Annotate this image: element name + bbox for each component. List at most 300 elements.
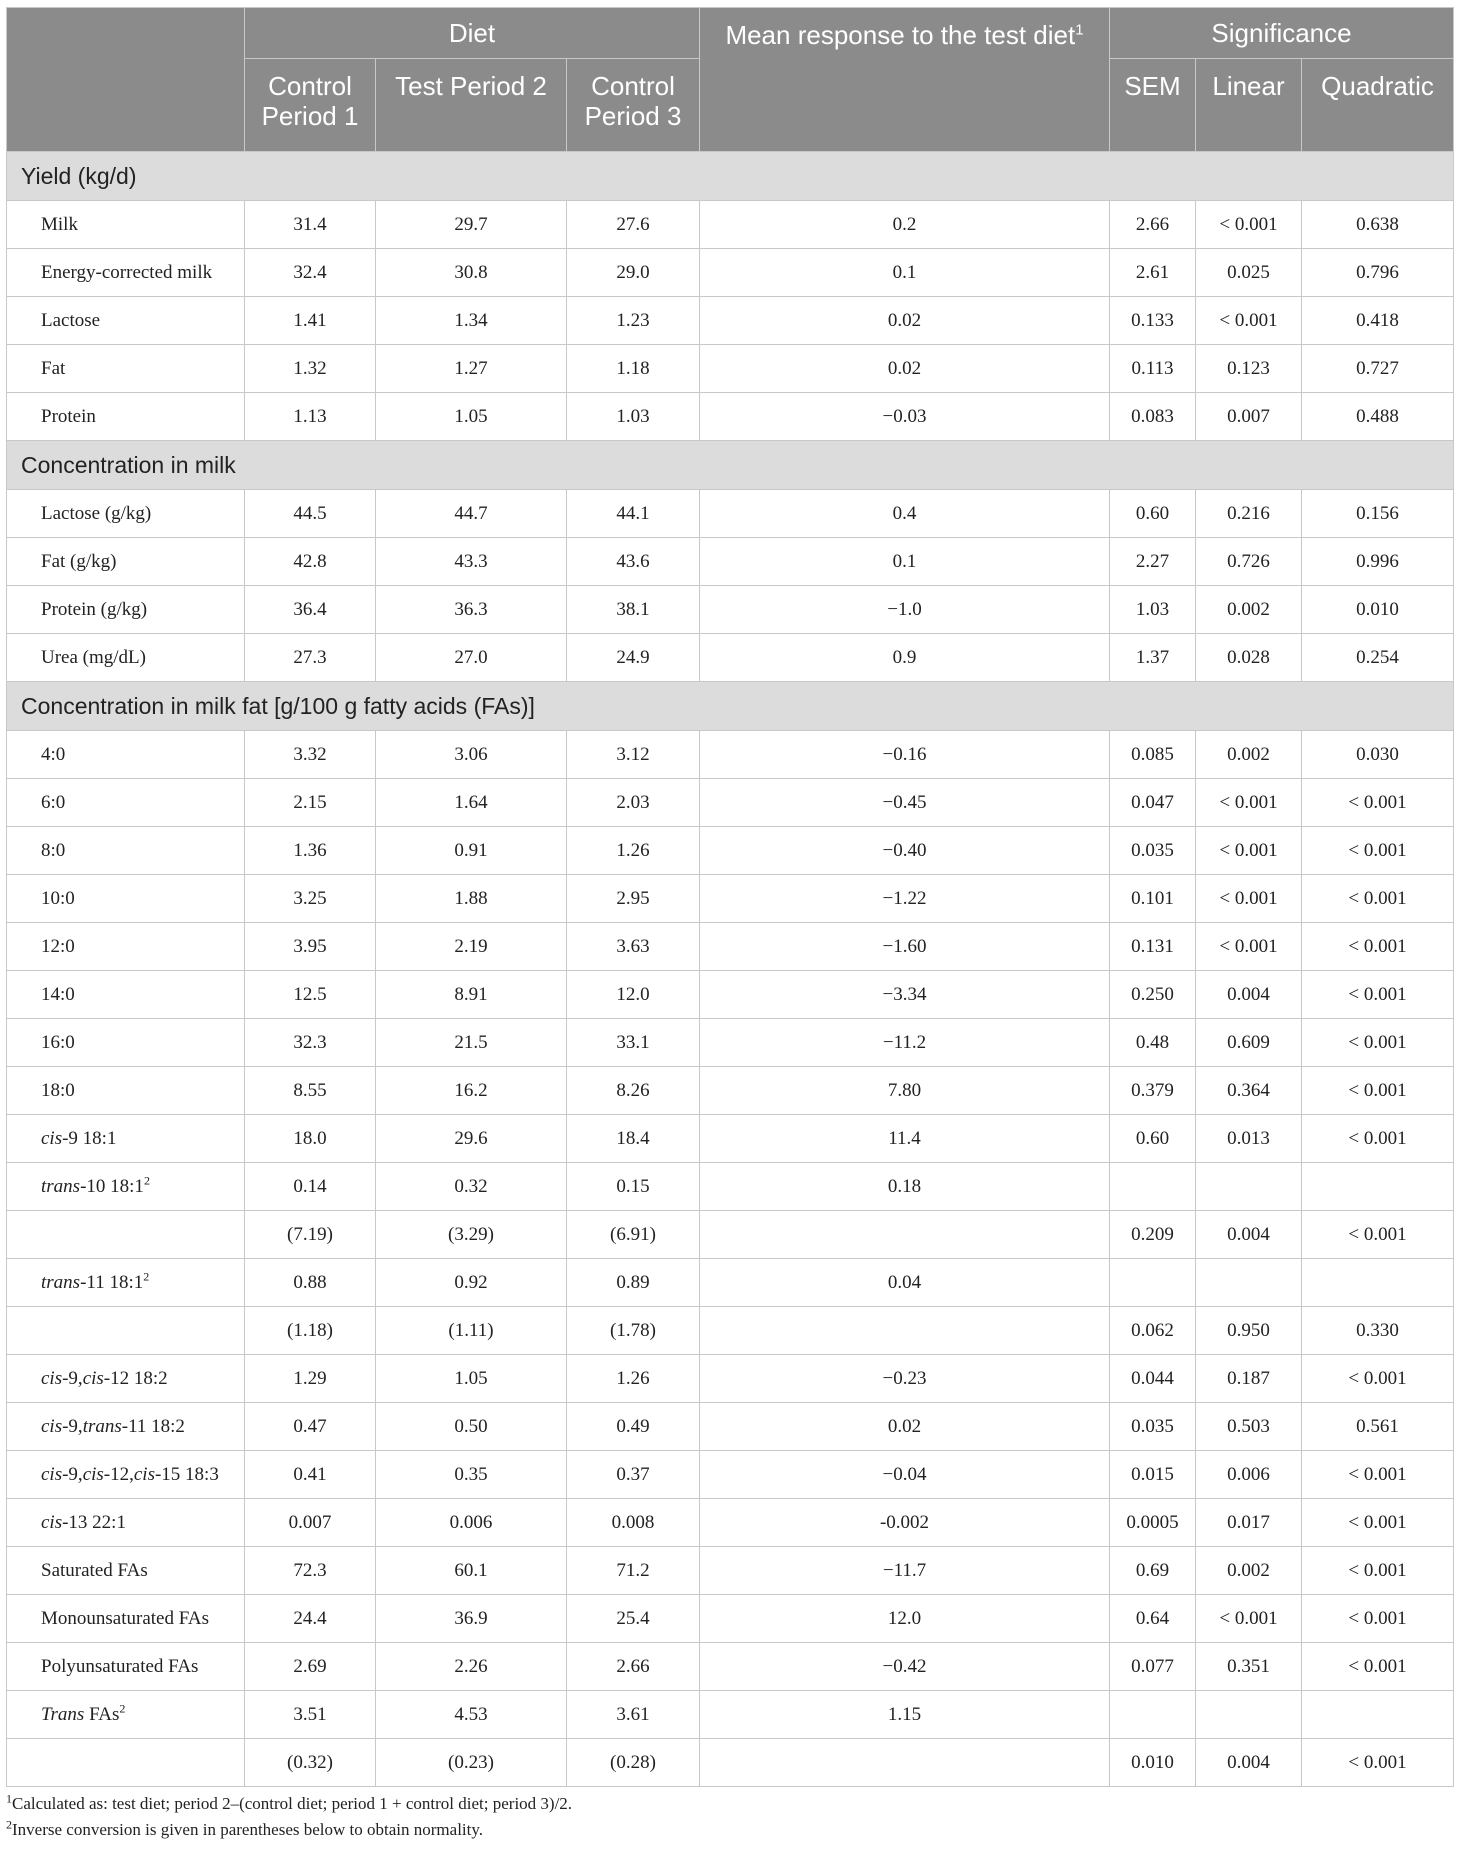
control-period-3-cell: 0.15 [567,1163,700,1211]
table-row [7,1739,1454,1787]
control-period-3-cell: 43.6 [567,538,700,586]
mean-response-cell: −0.23 [700,1355,1110,1403]
mean-response-cell: 7.80 [700,1067,1110,1115]
row-label [7,1499,245,1547]
control-period-3-cell: (6.91) [567,1211,700,1259]
sem-cell: 0.48 [1110,1019,1196,1067]
table-row [7,1595,1454,1643]
row-label-part: -9, [62,1463,83,1485]
row-label [7,1115,245,1163]
mean-response-cell [700,1739,1110,1787]
sem-cell: 0.015 [1110,1451,1196,1499]
control-period-1-cell: 31.4 [245,201,376,249]
sem-cell: 0.0005 [1110,1499,1196,1547]
mean-response-cell: 0.02 [700,345,1110,393]
quadratic-cell [1302,1691,1454,1739]
row-label [7,1451,245,1499]
row-label: Polyunsaturated FAs [7,1643,245,1691]
quadratic-cell: < 0.001 [1302,1739,1454,1787]
control-period-3-cell: 27.6 [567,201,700,249]
control-period-3-cell: 3.63 [567,923,700,971]
sem-cell: 0.250 [1110,971,1196,1019]
control-period-3-cell: 1.18 [567,345,700,393]
test-period-2-cell: 3.06 [376,731,567,779]
row-label-italic: cis [41,1127,63,1149]
control-period-3-cell: 1.26 [567,1355,700,1403]
control-period-1-cell: 1.13 [245,393,376,441]
control-period-3-cell: 2.95 [567,875,700,923]
mean-response-cell: 0.04 [700,1259,1110,1307]
linear-cell: 0.007 [1196,393,1302,441]
linear-cell: 0.004 [1196,1211,1302,1259]
mean-response-cell: −0.45 [700,779,1110,827]
quadratic-cell [1302,1163,1454,1211]
row-label: Fat (g/kg) [7,538,245,586]
linear-cell: 0.002 [1196,586,1302,634]
test-period-2-cell: 1.88 [376,875,567,923]
sem-cell: 0.083 [1110,393,1196,441]
control-period-1-cell: 3.25 [245,875,376,923]
quadratic-cell: 0.638 [1302,201,1454,249]
test-period-2-cell: 0.35 [376,1451,567,1499]
control-period-3-cell: (1.78) [567,1307,700,1355]
control-period-1-cell: 1.29 [245,1355,376,1403]
quadratic-cell: 0.418 [1302,297,1454,345]
quadratic-cell [1302,1259,1454,1307]
linear-cell: 0.609 [1196,1019,1302,1067]
control-period-1-cell: (7.19) [245,1211,376,1259]
row-label: Saturated FAs [7,1547,245,1595]
linear-cell: < 0.001 [1196,827,1302,875]
test-period-2-cell: (1.11) [376,1307,567,1355]
control-period-3-cell: 3.61 [567,1691,700,1739]
test-period-2-cell: 1.34 [376,297,567,345]
mean-response-cell: −1.22 [700,875,1110,923]
control-period-1-cell: 32.3 [245,1019,376,1067]
mean-response-cell: 11.4 [700,1115,1110,1163]
mean-response-cell [700,1307,1110,1355]
linear-cell: < 0.001 [1196,923,1302,971]
header-significance: Significance [1110,8,1454,59]
row-label-rest: -9 18:1 [62,1127,117,1149]
linear-cell: 0.013 [1196,1115,1302,1163]
mean-response-cell: 0.02 [700,297,1110,345]
sem-cell: 0.101 [1110,875,1196,923]
row-label-rest: FAs [84,1703,120,1725]
section-title: Yield (kg/d) [7,152,1454,201]
table-row [7,1355,1454,1403]
sem-cell [1110,1259,1196,1307]
table-row [7,1067,1454,1115]
row-label: Lactose [7,297,245,345]
test-period-2-cell: 0.91 [376,827,567,875]
quadratic-cell: < 0.001 [1302,1067,1454,1115]
control-period-3-cell: 2.03 [567,779,700,827]
quadratic-cell: < 0.001 [1302,923,1454,971]
linear-cell: 0.503 [1196,1403,1302,1451]
control-period-3-cell: 0.008 [567,1499,700,1547]
linear-cell: < 0.001 [1196,1595,1302,1643]
header-test-period-2: Test Period 2 [376,59,567,152]
mean-response-cell: −1.60 [700,923,1110,971]
test-period-2-cell: 1.64 [376,779,567,827]
control-period-1-cell: 36.4 [245,586,376,634]
test-period-2-cell: (0.23) [376,1739,567,1787]
linear-cell: < 0.001 [1196,297,1302,345]
control-period-1-cell: 3.51 [245,1691,376,1739]
header-control-period-3: Control Period 3 [567,59,700,152]
linear-cell: 0.187 [1196,1355,1302,1403]
footnote-ref: 2 [143,1269,150,1284]
row-label [7,1211,245,1259]
mean-response-cell: 0.2 [700,201,1110,249]
sem-cell: 0.062 [1110,1307,1196,1355]
sem-cell: 0.085 [1110,731,1196,779]
table-body [7,152,1454,1787]
control-period-1-cell: 44.5 [245,490,376,538]
linear-cell: 0.726 [1196,538,1302,586]
test-period-2-cell: 30.8 [376,249,567,297]
table-row [7,923,1454,971]
control-period-1-cell: 0.47 [245,1403,376,1451]
test-period-2-cell: 1.05 [376,393,567,441]
linear-cell [1196,1163,1302,1211]
row-label: Urea (mg/dL) [7,634,245,682]
control-period-3-cell: 2.66 [567,1643,700,1691]
sem-cell: 0.209 [1110,1211,1196,1259]
row-label: 10:0 [7,875,245,923]
sem-cell: 0.60 [1110,1115,1196,1163]
sem-cell [1110,1163,1196,1211]
mean-response-cell: −1.0 [700,586,1110,634]
sem-cell: 0.035 [1110,827,1196,875]
row-label: 16:0 [7,1019,245,1067]
quadratic-cell: 0.488 [1302,393,1454,441]
test-period-2-cell: 0.50 [376,1403,567,1451]
control-period-1-cell: 2.15 [245,779,376,827]
table-row [7,345,1454,393]
linear-cell: 0.017 [1196,1499,1302,1547]
control-period-3-cell: 1.26 [567,827,700,875]
linear-cell: 0.351 [1196,1643,1302,1691]
header-sem: SEM [1110,59,1196,152]
linear-cell: 0.364 [1196,1067,1302,1115]
control-period-1-cell: 1.36 [245,827,376,875]
linear-cell: 0.006 [1196,1451,1302,1499]
quadratic-cell: < 0.001 [1302,1355,1454,1403]
test-period-2-cell: 1.27 [376,345,567,393]
quadratic-cell: 0.156 [1302,490,1454,538]
test-period-2-cell: (3.29) [376,1211,567,1259]
section-header-row [7,441,1454,490]
sem-cell: 0.64 [1110,1595,1196,1643]
row-label [7,1355,245,1403]
test-period-2-cell: 2.26 [376,1643,567,1691]
sem-cell: 1.03 [1110,586,1196,634]
row-label-part: -12 18:2 [103,1367,168,1389]
table-row [7,634,1454,682]
linear-cell: 0.004 [1196,1739,1302,1787]
row-label: Protein [7,393,245,441]
test-period-2-cell: 44.7 [376,490,567,538]
row-label-part: cis [133,1463,155,1485]
footnote-ref: 2 [119,1701,126,1716]
test-period-2-cell: 2.19 [376,923,567,971]
section-header-row [7,152,1454,201]
control-period-1-cell: 1.41 [245,297,376,345]
control-period-3-cell: 12.0 [567,971,700,1019]
control-period-3-cell: 0.89 [567,1259,700,1307]
quadratic-cell: < 0.001 [1302,1595,1454,1643]
control-period-1-cell: 0.88 [245,1259,376,1307]
table-row [7,249,1454,297]
quadratic-cell: < 0.001 [1302,1643,1454,1691]
row-label: Fat [7,345,245,393]
table-container [6,7,1453,1843]
quadratic-cell: 0.254 [1302,634,1454,682]
test-period-2-cell: 21.5 [376,1019,567,1067]
row-label: Milk [7,201,245,249]
linear-cell: < 0.001 [1196,201,1302,249]
row-label [7,1691,245,1739]
test-period-2-cell: 8.91 [376,971,567,1019]
section-header-row [7,682,1454,731]
row-label [7,1403,245,1451]
footnote-ref: 2 [143,1173,150,1188]
sem-cell: 0.077 [1110,1643,1196,1691]
sem-cell: 0.010 [1110,1739,1196,1787]
test-period-2-cell: 29.6 [376,1115,567,1163]
row-label-italic: trans [41,1271,81,1293]
quadratic-cell: 0.996 [1302,538,1454,586]
row-label-part: -12, [103,1463,134,1485]
control-period-1-cell: 0.41 [245,1451,376,1499]
row-label [7,1307,245,1355]
table-row [7,201,1454,249]
quadratic-cell: 0.561 [1302,1403,1454,1451]
mean-response-cell: −11.7 [700,1547,1110,1595]
table-row [7,731,1454,779]
section-title: Concentration in milk fat [g/100 g fatty acids (FAs)] [7,682,1454,731]
table-row [7,1691,1454,1739]
test-period-2-cell: 60.1 [376,1547,567,1595]
mean-response-cell: 0.02 [700,1403,1110,1451]
quadratic-cell: 0.030 [1302,731,1454,779]
control-period-3-cell: (0.28) [567,1739,700,1787]
mean-response-cell: 0.1 [700,249,1110,297]
control-period-1-cell: 42.8 [245,538,376,586]
table-row [7,538,1454,586]
quadratic-cell: < 0.001 [1302,971,1454,1019]
control-period-3-cell: 0.37 [567,1451,700,1499]
test-period-2-cell: 36.3 [376,586,567,634]
row-label: 6:0 [7,779,245,827]
linear-cell: < 0.001 [1196,875,1302,923]
quadratic-cell: < 0.001 [1302,1451,1454,1499]
table-row [7,1451,1454,1499]
mean-response-cell: -0.002 [700,1499,1110,1547]
quadratic-cell: < 0.001 [1302,779,1454,827]
linear-cell: 0.025 [1196,249,1302,297]
mean-response-cell: 1.15 [700,1691,1110,1739]
table-row [7,297,1454,345]
sem-cell: 2.61 [1110,249,1196,297]
mean-response-cell: −0.40 [700,827,1110,875]
row-label [7,1259,245,1307]
control-period-3-cell: 38.1 [567,586,700,634]
test-period-2-cell: 27.0 [376,634,567,682]
table-row [7,490,1454,538]
table-row [7,827,1454,875]
mean-response-cell: −11.2 [700,1019,1110,1067]
linear-cell [1196,1691,1302,1739]
table-row [7,1163,1454,1211]
linear-cell: 0.002 [1196,731,1302,779]
table-row [7,1307,1454,1355]
control-period-1-cell: 3.95 [245,923,376,971]
control-period-3-cell: 29.0 [567,249,700,297]
header-linear: Linear [1196,59,1302,152]
control-period-3-cell: 1.23 [567,297,700,345]
control-period-1-cell: 12.5 [245,971,376,1019]
test-period-2-cell: 0.92 [376,1259,567,1307]
mean-response-cell: 0.9 [700,634,1110,682]
header-control-period-1: Control Period 1 [245,59,376,152]
sem-cell: 2.27 [1110,538,1196,586]
sem-cell: 0.69 [1110,1547,1196,1595]
row-label: Lactose (g/kg) [7,490,245,538]
row-label-part: trans [82,1415,122,1437]
sem-cell: 0.044 [1110,1355,1196,1403]
table-row [7,393,1454,441]
linear-cell: 0.028 [1196,634,1302,682]
quadratic-cell: < 0.001 [1302,827,1454,875]
table-row [7,971,1454,1019]
test-period-2-cell: 0.32 [376,1163,567,1211]
row-label: 18:0 [7,1067,245,1115]
row-label-rest: -10 18:1 [80,1175,144,1197]
table-row [7,1259,1454,1307]
row-label-part: cis [41,1367,63,1389]
sem-cell: 0.047 [1110,779,1196,827]
table-row [7,1547,1454,1595]
test-period-2-cell: 36.9 [376,1595,567,1643]
quadratic-cell: < 0.001 [1302,1019,1454,1067]
table-row [7,1403,1454,1451]
test-period-2-cell: 16.2 [376,1067,567,1115]
mean-response-cell: −0.04 [700,1451,1110,1499]
control-period-3-cell: 71.2 [567,1547,700,1595]
footnote-2: $^2$Inverse conversion is given in parentheses below to obtain normality. [6,1817,484,1839]
control-period-1-cell: 27.3 [245,634,376,682]
table-row [7,1499,1454,1547]
control-period-3-cell: 25.4 [567,1595,700,1643]
quadratic-cell: < 0.001 [1302,1547,1454,1595]
row-label: Protein (g/kg) [7,586,245,634]
control-period-1-cell: 2.69 [245,1643,376,1691]
linear-cell: 0.123 [1196,345,1302,393]
sem-cell: 0.131 [1110,923,1196,971]
row-label-italic: Trans [41,1703,85,1725]
quadratic-cell: 0.796 [1302,249,1454,297]
data-table [6,7,1454,1787]
control-period-1-cell: 0.14 [245,1163,376,1211]
quadratic-cell: 0.330 [1302,1307,1454,1355]
table-row [7,875,1454,923]
control-period-3-cell: 44.1 [567,490,700,538]
footnotes [6,1791,1453,1843]
quadratic-cell: < 0.001 [1302,1211,1454,1259]
test-period-2-cell: 0.006 [376,1499,567,1547]
mean-response-cell [700,1211,1110,1259]
control-period-1-cell: (0.32) [245,1739,376,1787]
sem-cell: 0.60 [1110,490,1196,538]
header-diet: Diet [245,8,700,59]
control-period-1-cell: 18.0 [245,1115,376,1163]
table-row [7,779,1454,827]
control-period-1-cell: 24.4 [245,1595,376,1643]
mean-response-cell: −3.34 [700,971,1110,1019]
table-row [7,586,1454,634]
control-period-1-cell: 1.32 [245,345,376,393]
row-label-part: cis [82,1463,104,1485]
row-label: Energy-corrected milk [7,249,245,297]
row-label-part: -9, [62,1415,83,1437]
mean-response-cell: −0.16 [700,731,1110,779]
mean-response-cell: 12.0 [700,1595,1110,1643]
table-row [7,1115,1454,1163]
row-label-part: -11 18:2 [121,1415,185,1437]
mean-response-cell: 0.4 [700,490,1110,538]
row-label: 4:0 [7,731,245,779]
linear-cell: 0.002 [1196,1547,1302,1595]
control-period-3-cell: 8.26 [567,1067,700,1115]
table-row [7,1211,1454,1259]
control-period-3-cell: 33.1 [567,1019,700,1067]
control-period-1-cell: (1.18) [245,1307,376,1355]
linear-cell [1196,1259,1302,1307]
row-label: 8:0 [7,827,245,875]
quadratic-cell: 0.727 [1302,345,1454,393]
row-label: Monounsaturated FAs [7,1595,245,1643]
header-mean-response: Mean response to the test diet$^1$ [700,8,1110,152]
control-period-3-cell: 0.49 [567,1403,700,1451]
sem-cell: 0.035 [1110,1403,1196,1451]
mean-response-cell: 0.18 [700,1163,1110,1211]
row-label-part: cis [41,1415,63,1437]
mean-response-cell: 0.1 [700,538,1110,586]
row-label-part: cis [41,1463,63,1485]
quadratic-cell: 0.010 [1302,586,1454,634]
linear-cell: 0.004 [1196,971,1302,1019]
test-period-2-cell: 43.3 [376,538,567,586]
control-period-1-cell: 3.32 [245,731,376,779]
section-title: Concentration in milk [7,441,1454,490]
row-label-italic: trans [41,1175,81,1197]
quadratic-cell: < 0.001 [1302,1499,1454,1547]
row-label: 14:0 [7,971,245,1019]
linear-cell: < 0.001 [1196,779,1302,827]
test-period-2-cell: 4.53 [376,1691,567,1739]
row-label-part: -15 18:3 [154,1463,219,1485]
test-period-2-cell: 1.05 [376,1355,567,1403]
quadratic-cell: < 0.001 [1302,875,1454,923]
mean-response-cell: −0.03 [700,393,1110,441]
sem-cell: 0.133 [1110,297,1196,345]
control-period-3-cell: 3.12 [567,731,700,779]
footnote-1: $^1$Calculated as: test diet; period 2–(control diet; period 1 + control diet; period 3)/2. [6,1791,573,1813]
row-label-rest: -13 22:1 [62,1511,126,1533]
